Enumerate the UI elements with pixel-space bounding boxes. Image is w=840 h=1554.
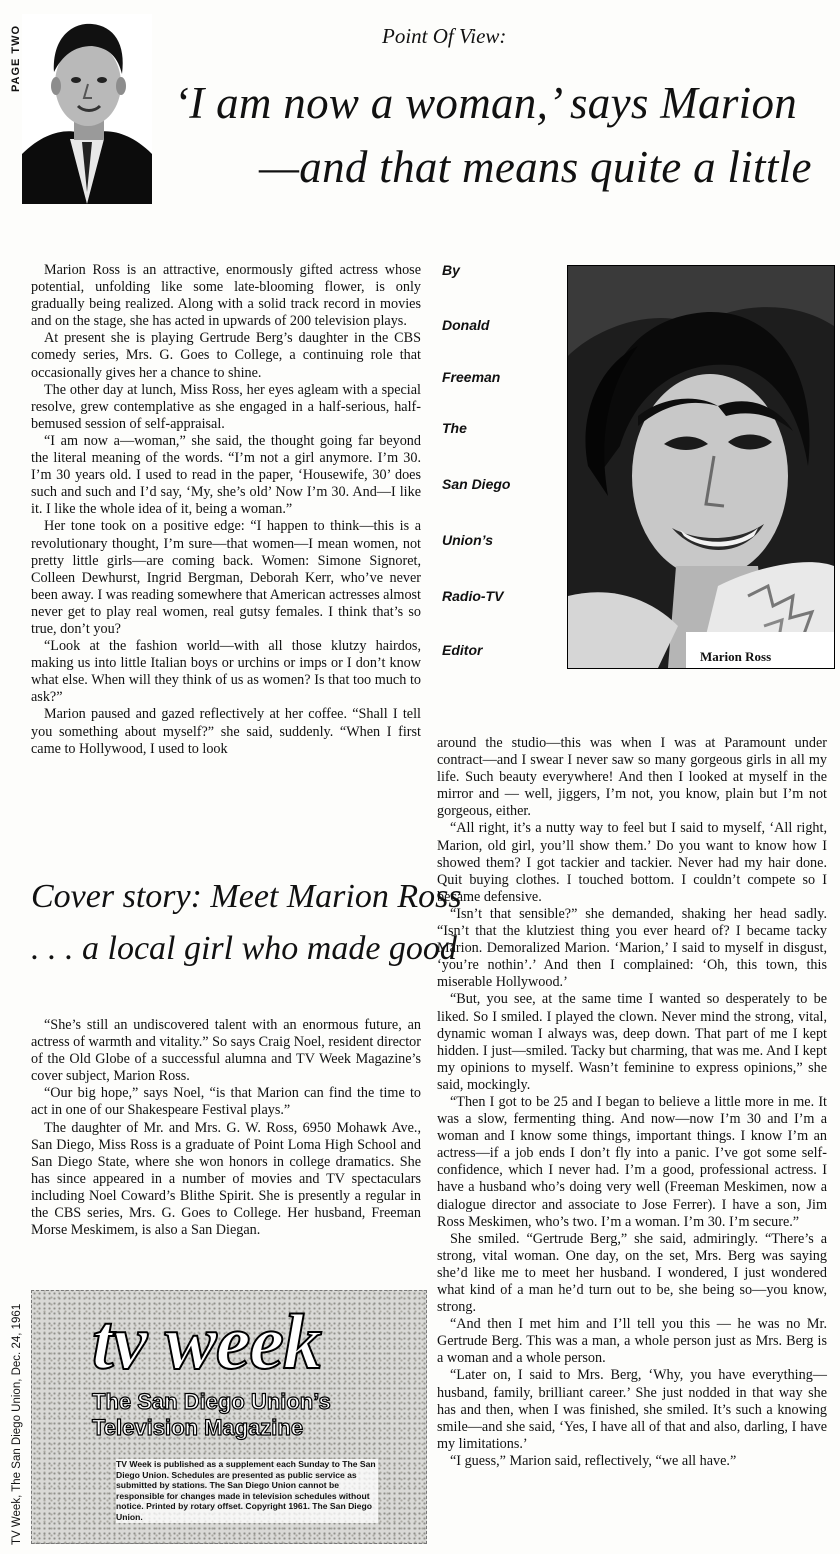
article-paragraph: “Later on, I said to Mrs. Berg, ‘Why, you have everything—husband, family, brilliant career.’ She just nodded in that way she has and then, when I was finished, she smiled. It’s such a knowing smile—and she said, ‘Yes, I have all of that and also, darling, I have my limitations.’: [437, 1367, 827, 1452]
byline-paper: Union’s: [442, 532, 494, 548]
article-paragraph: “All right, it’s a nutty way to feel but I said to myself, ‘All right, Marion, old girl, you’ll show them.’ Do you want to know how I showed them? I got tackier and tackier. Never had my hair done. Quit buying clothes. I touched bottom. I couldn’t compete so I became defensive.: [437, 820, 827, 905]
byline-section: Radio-TV: [442, 588, 504, 604]
page-label: PAGE TWO: [10, 24, 22, 92]
article-paragraph: “Look at the fashion world—with all those klutzy hairdos, making us into little Italian boys or urchins or imps or I don’t know what else. When will they think of us as women? Is that too much to ask?”: [31, 638, 421, 706]
article-paragraph: Marion paused and gazed reflectively at her coffee. “Shall I tell you something about myself?” she said, suddenly. “When I first came to Hollywood, I used to look: [31, 706, 421, 757]
article-paragraph: She smiled. “Gertrude Berg,” she said, admiringly. “There’s a strong, vital woman. One day, on the set, Mrs. Berg was saying she’d like me to meet her husband. I wondered, I just wondered what kind of a man he’d turn out to be, she being so—you know, strong.: [437, 1230, 827, 1316]
byline-role: Editor: [442, 642, 483, 658]
marion-ross-photo: [567, 265, 835, 669]
kicker: Point Of View:: [382, 24, 507, 48]
tv-week-logo: tv week: [92, 1298, 322, 1385]
cover-story-title: Cover story: Meet Marion Ross: [31, 878, 462, 915]
article-paragraph: Her tone took on a positive edge: “I happen to think—this is a revolutionary thought, I’m sure—that women—I mean women, not pretty little girls—are coming back. Women: Simone Signoret, Colleen Dewhurst, Ingrid Bergman, Deborah Kerr, who’ve never been away. I was reading somewhere that American actresses almost never get to play real women, real gutsy females. I think that’s so true, don’t you?: [31, 518, 421, 637]
dateline: TV Week, The San Diego Union, Dec. 24, 1961: [11, 1303, 23, 1545]
photo-caption: Marion Ross: [700, 649, 772, 664]
article-paragraph: “I guess,” Marion said, reflectively, “we all have.”: [450, 1452, 737, 1469]
tv-week-subtitle-1: The San Diego Union’s: [92, 1389, 331, 1414]
cover-story-paragraph: “Our big hope,” says Noel, “is that Marion can find the time to act in one of our Shakespeare Festival plays.”: [31, 1085, 421, 1119]
tv-week-masthead-box: [31, 1290, 427, 1544]
author-photo: [22, 14, 152, 204]
article-paragraph: “Then I got to be 25 and I began to believe a little more in me. It was a slow, fermenting thing. And now—now I’m 30 and I’m a woman and I know some things, important things. I know I’m an actress—if a job ends I don’t fly into a panic. I’ve got some self-confidence, which I never had. I’m a good, professional actress. I have a husband who’s doing very well (Freeman Meskimen, now a dialogue director and associate to Jose Ferrer). I have a son, Jim Ross Meskimen, who’s two. I’m a woman. I’m 30. I’m secure.”: [437, 1093, 827, 1230]
cover-story-paragraph: “She’s still an undiscovered talent with an enormous future, an actress of warmth and vitality.” So says Craig Noel, resident director of the Old Globe of a successful alumna and TV Week Magazine’s cover subject, Marion Ross.: [31, 1017, 421, 1085]
article-column-2: [437, 735, 827, 1470]
article-paragraph: “I am now a—woman,” she said, the thought going far beyond the literal meaning of the words. “I’m not a girl anymore. I’m 30. I’m 30 years old. I used to read in the paper, ‘Housewife, 30’ does such and such and I’d say, ‘My, she’s old’ Now I’m 30. And—I like it. I like the whole idea of it, being a woman.”: [31, 432, 421, 518]
byline-the: The: [442, 420, 467, 436]
headline-line-1: ‘I am now a woman,’ says Marion: [174, 78, 798, 128]
byline-city: San Diego: [442, 476, 511, 492]
byline-first-name: Donald: [442, 317, 490, 333]
headline-line-2: —and that means quite a little: [259, 142, 812, 192]
cover-story-paragraph: The daughter of Mr. and Mrs. G. W. Ross, 6950 Mohawk Ave., San Diego, Miss Ross is a graduate of Point Loma High School and San Diego State, where she won honors in college dramatics. She has since appeared in a number of movies and TV spectaculars including Noel Coward’s Blithe Spirit. She is presently a regular in the CBS series, Mrs. G. Goes to College. Her husband, Freeman Morse Meskimem, is also a San Diegan.: [31, 1119, 421, 1239]
article-paragraph: “But, you see, at the same time I wanted so desperately to be liked. So I smiled. I played the clown. Never mind the strong, vital, dynamic woman I always was, deep down. That part of me I kept hidden. I just—smiled. Tacky but charming, that was me. And I kept my opinions to myself. Wasn’t feminine to express opinions,” she said, mockingly.: [437, 991, 827, 1093]
article-paragraph: Marion Ross is an attractive, enormously gifted actress whose potential, unfolding like some late-blooming flower, is only gradually being realized. Along with a solid track record in movies and on the stage, she has acted in upwards of 200 television plays.: [31, 262, 421, 330]
article-paragraph: around the studio—this was when I was at Paramount under contract—and I swear I never saw so many gorgeous girls in all my life. Such beauty everywhere! And then I looked at myself in the mirror and — well, jiggers, I’m not, you know, plain but I’m not gorgeous, either.: [437, 735, 827, 820]
cover-story-subtitle: . . . a local girl who made good: [31, 930, 457, 967]
article-paragraph: “And then I met him and I’ll tell you this — he was no Mr. Gertrude Berg. This was a man, a whole person just as Mrs. Berg is a woman and a whole person.: [437, 1316, 827, 1367]
byline-by: By: [442, 262, 460, 278]
tv-week-subtitle-2: Television Magazine: [92, 1415, 304, 1440]
cover-story-body: [31, 1017, 421, 1239]
article-column-1: [31, 262, 421, 758]
article-paragraph: At present she is playing Gertrude Berg’s daughter in the CBS comedy series, Mrs. G. Goes to College, a continuing role that occasionally gives her a chance to shine.: [31, 330, 421, 381]
article-paragraph: “Isn’t that sensible?” she demanded, shaking her head sadly. “Isn’t that the klutziest thing you ever heard of? I became tacky Marion. Demoralized Marion. ‘Marion,’ I said to myself in disgust, ‘you’re nothin’.’ And then I complained: ‘Oh, this town, this miserable Hollywood.’: [437, 905, 827, 991]
article-paragraph: The other day at lunch, Miss Ross, her eyes agleam with a special resolve, grew contemplative as she engaged in a half-serious, half-bemused session of self-appraisal.: [31, 381, 421, 432]
publication-notice: TV Week is published as a supplement each Sunday to The San Diego Union. Schedules are presented as public service as submitted by stations. The San Diego Union cannot be responsible for changes made in television schedules without notice. Printed by rotary offset. Copyright 1961. The San Diego Union.: [116, 1459, 378, 1523]
byline-last-name: Freeman: [442, 369, 501, 385]
